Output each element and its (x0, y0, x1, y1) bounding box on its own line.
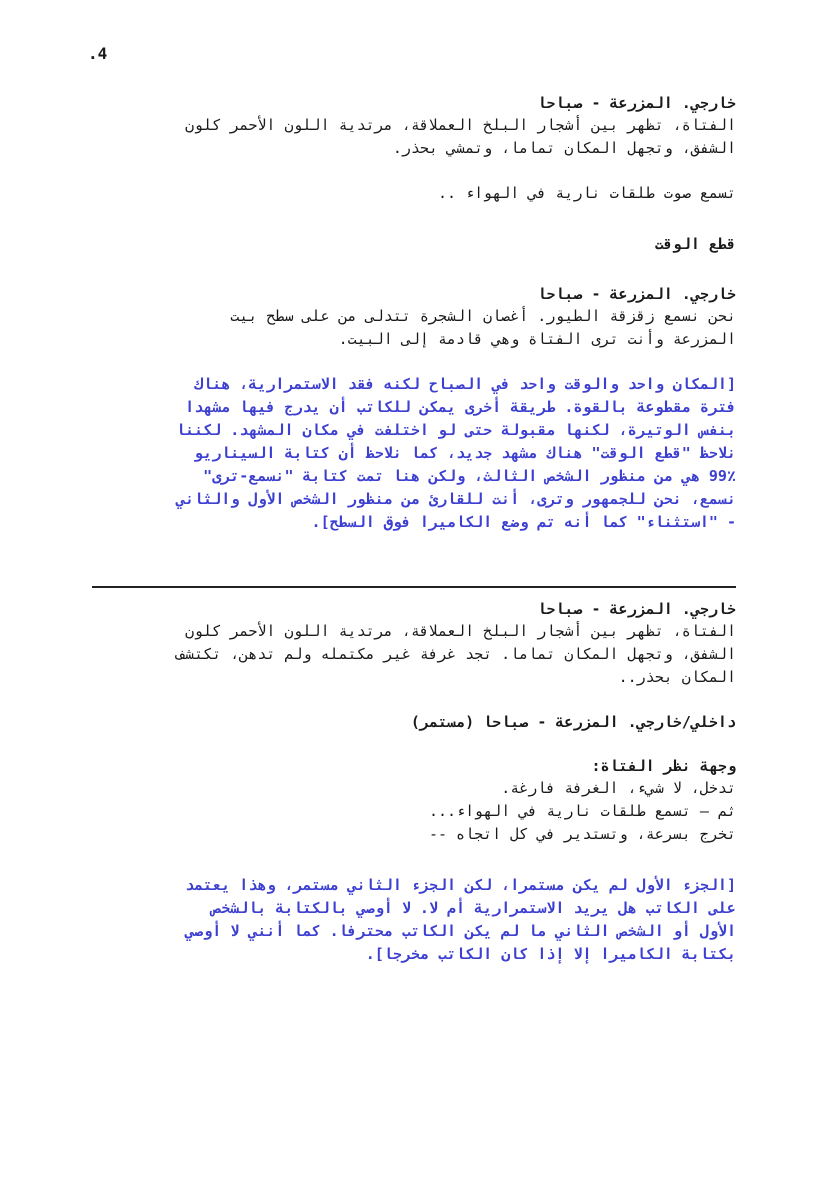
commentary-note-1: [المكان واحد والوقت واحد في الصباح لكنه فقد الاستمرارية، هناك فترة مقطوعة بالقوة. طريقة أخرى يمكن للكاتب أن يدرج فيها مشهدا بنفس الوتيرة، لكنها مقبولة حتى لو اختلفت في مكان المشهد. لكننا نلاحظ "قطع الوقت" هناك مشهد جديد، كما نلاحظ أن كتابة السيناريو 99٪ هي من منظور الشخص الثالث، ولكن هنا تمت كتابة "نسمع-ترى" نسمع، نحن للجمهور وترى، أنت للقارئ من منظور الشخص الأول والثاني - "استثناء" كما أنه تم وضع الكاميرا فوق السطح]. (176, 375, 736, 531)
scene-heading-3: خارجي. المزرعة - صباحا (537, 600, 736, 618)
time-cut-transition: قطع الوقت (654, 235, 736, 253)
pov-heading: وجهة نظر الفتاة: (591, 757, 736, 775)
pov-line-3: تخرج بسرعة، وتستدير في كل اتجاه -- (428, 825, 736, 843)
page-number: .4 (88, 44, 108, 63)
scene-action-1: الفتاة، تظهر بين أشجار البلخ العملاقة، مرتدية اللون الأحمر كلون الشفق، وتجهل المكان تماما، وتمشي بحذر. (185, 116, 736, 157)
pov-line-2: ثم – تسمع طلقات نارية في الهواء... (428, 802, 736, 820)
commentary-note-2: [الجزء الأول لم يكن مستمرا، لكن الجزء الثاني مستمر، وهذا يعتمد على الكاتب هل يريد الاستمرارية أم لا. لا أوصي بالكتابة بالشخص الأول أو الشخص الثاني ما لم يكن الكاتب محترفا. كما أنني لا أوصي بكتابة الكاميرا إلا إذا كان الكاتب مخرجا]. (185, 876, 736, 963)
scene-heading-4: داخلي/خارجي. المزرعة - صباحا (مستمر) (410, 713, 736, 731)
scene-action-3: الفتاة، تظهر بين أشجار البلخ العملاقة، مرتدية اللون الأحمر كلون الشفق، وتجهل المكان تماما. تجد غرفة غير مكتمله ولم تدهن، تكتشف المكان بحذر.. (176, 622, 736, 686)
pov-line-1: تدخل، لا شيء، الغرفة فارغة. (501, 779, 736, 797)
scene-heading-2: خارجي. المزرعة - صباحا (537, 285, 736, 303)
page-content (92, 92, 736, 966)
scene-action-2: نحن نسمع زقزقة الطيور. أغصان الشجرة تتدلى من على سطح بيت المزرعة وأنت ترى الفتاة وهي قادمة إلى البيت. (230, 307, 736, 348)
scene-heading-1: خارجي. المزرعة - صباحا (537, 94, 736, 112)
scene-sound-1: تسمع صوت طلقات نارية في الهواء .. (437, 184, 736, 202)
